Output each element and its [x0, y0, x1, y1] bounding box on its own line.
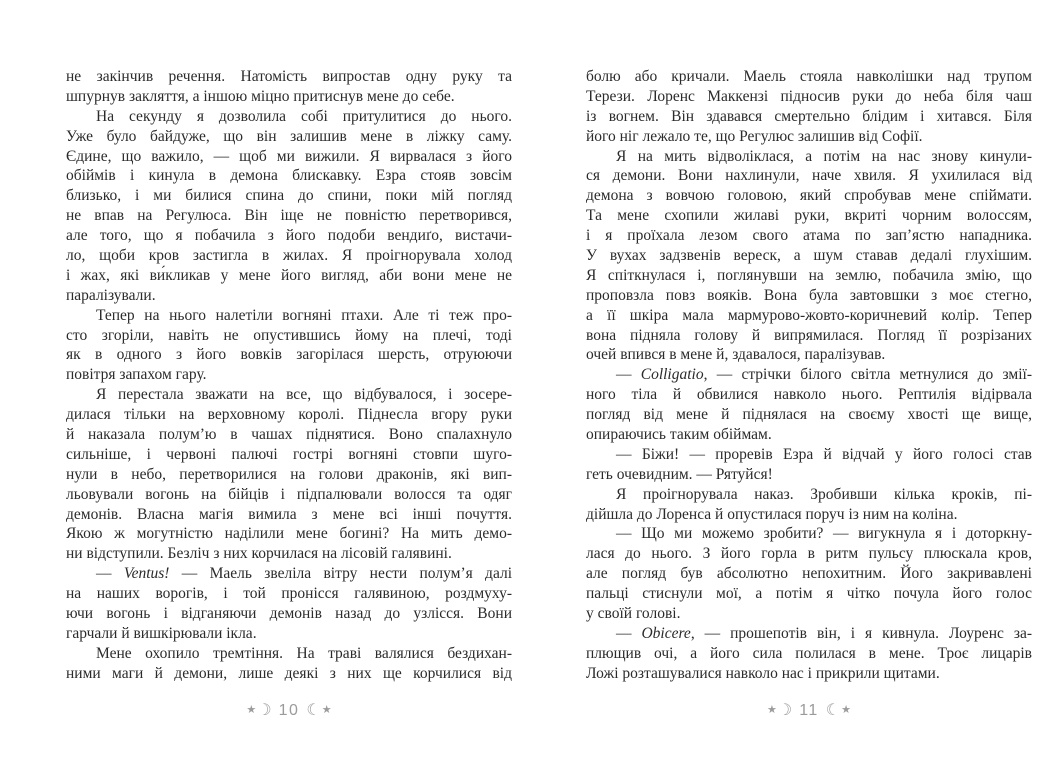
text-block [66, 67, 512, 684]
text-line: демона з вовчою головою, який спробував мене спіймати. [586, 187, 1032, 205]
text-line: Якою ж могутністю наділили мене богині? На мить демо- [66, 525, 512, 543]
text-line: сильніше, і червоні палючі гострі вогняні стовпи шуго- [66, 445, 512, 463]
text-line: й наказала полум’ю в чашах піднятися. Воно спалахнуло [66, 426, 512, 444]
text-line: сто згоріли, навіть не опустившись йому на плечі, тоді [66, 326, 512, 344]
text-line: у своїй голові. [586, 605, 681, 623]
text-line: Терези. Лоренс Маккензі підносив руки до неба біля чаш [586, 87, 1032, 105]
text-line: гарчали й вишкірювали ікла. [66, 624, 257, 642]
star-icon: ★ [841, 704, 852, 716]
waxing-moon-icon: ☽ [777, 702, 793, 719]
text-line: як в одного з його вовків загорілася шерсть, отруюючи [66, 346, 512, 364]
text-line: його ніг лежало те, що Регулюс залишив від Софії. [586, 127, 923, 145]
text-line: льовували вогонь на бійців і підпалювали волосся та одяг [66, 485, 512, 503]
text-line: дійшла до Лоренса й опустилася поруч із ним на коліна. [586, 505, 958, 523]
text-line: — Obicere, — прошепотів він, і я кивнула. Лоуренс за- [616, 624, 1032, 642]
book-page-left [66, 0, 512, 760]
text-line: ло, щоби кров застигла в жилах. Я проігнорувала холод [66, 247, 512, 265]
star-icon: ★ [766, 704, 777, 716]
text-line: Я спіткнулася і, поглянувши на землю, побачила змію, що [586, 266, 1032, 284]
text-line: але погляд був абсолютно непохитним. Його закривавлені [586, 565, 1032, 583]
text-line: очей впився в мене й, здавалося, паралізував. [586, 346, 886, 364]
text-line: ся демони. Вони нахлинули, наче хвиля. Я ухилилася від [586, 167, 1032, 185]
text-line: лася до нього. З його горла в ритм пульсу плюскала кров, [586, 545, 1032, 563]
text-block [586, 67, 1032, 684]
text-line: — Colligatio, — стрічки білого світла метнулися до змії- [616, 366, 1032, 384]
text-line: близько, і ми билися спина до спини, поки мій погляд [66, 187, 512, 205]
waning-moon-icon: ☾ [306, 702, 321, 719]
waxing-moon-icon: ☽ [257, 702, 272, 719]
book-page-right [586, 0, 1032, 760]
text-line: Я проігнорувала наказ. Зробивши кілька кроків, пі- [616, 485, 1032, 503]
page-number: 11 [799, 702, 819, 719]
text-line: вона підняла голову й випрямилася. Погляд її розрізаних [586, 326, 1032, 344]
text-line: пальці стиснули мої, а потім я чітко почула його голос [586, 585, 1032, 603]
text-line: Я на мить відволіклася, а потім на нас знову кинули- [616, 147, 1032, 165]
text-line: Єдине, що важило, — щоб ми вижили. Я вирвалася з його [66, 147, 512, 165]
text-line: ного тіла й обвилися навколо нього. Рептилія відірвала [586, 386, 1032, 404]
text-line: ни відступили. Безліч з них корчилася на лісовій галявині. [66, 545, 452, 563]
text-line: і жах, які ви́кликав у мене його вигляд, аби вони мене не [66, 266, 512, 284]
text-line: погляд від мене й піднялася на своєму хвості ще вище, [586, 406, 1032, 424]
text-line: ючи вогонь і відганяючи демонів назад до узлісся. Вони [66, 605, 512, 623]
text-line: а її шкіра мала мармурово-жовто-коричневий колір. Тепер [586, 306, 1032, 324]
page-footer [66, 700, 512, 720]
text-line: — Що ми можемо зробити? — вигукнула я і доторкну- [616, 525, 1032, 543]
text-line: із вогнем. Він здавався смертельно блідим і хитався. Біля [586, 107, 1032, 125]
text-line: нули в небо, перетворилися на голови драконів, які вип- [66, 465, 512, 483]
page-number: 10 [278, 702, 300, 719]
text-line: — Ventus! — Маель звеліла вітру нести полум’я далі [96, 565, 512, 583]
text-line: опираючись таким обіймам. [586, 426, 772, 444]
text-line: дилася тільки на верховному королі. Піднесла вгору руки [66, 406, 512, 424]
text-line: повітря запахом гару. [66, 366, 207, 384]
text-line: На секунду я дозволила собі притулитися до нього. [96, 107, 512, 125]
text-line: обіймів і кинула в демона блискавку. Езра стояв зовсім [66, 167, 512, 185]
waning-moon-icon: ☾ [825, 702, 841, 719]
text-line: Уже було байдуже, що він залишив мене в ліжку саму. [66, 127, 512, 145]
text-line: не впав на Регулюса. Він іще не повністю перетворився, [66, 207, 512, 225]
text-line: Ложі розташувалися навколо нас і прикрили щитами. [586, 664, 940, 682]
text-line: Я перестала зважати на все, що відбувалося, і зосере- [96, 386, 512, 404]
text-line: ними маги й демони, лише деякі з них ще корчилися від [66, 664, 512, 682]
text-line: на наших ворогів, і той пронісся галявиною, роздмуху- [66, 585, 512, 603]
text-line: плющив очі, а його сила полилася в мене. Троє лицарів [586, 644, 1032, 662]
page-footer [586, 700, 1032, 720]
star-icon: ★ [246, 704, 257, 716]
text-line: паралізували. [66, 286, 156, 304]
text-line: шпурнув закляття, а іншою міцно притиснув мене до себе. [66, 87, 455, 105]
text-line: демонів. Власна магія вимила з мене всі інші почуття. [66, 505, 512, 523]
text-line: не закінчив речення. Натомість випростав одну руку та [66, 68, 512, 85]
text-line: Та мене схопили жилаві руки, вкриті чорним волоссям, [586, 207, 1032, 225]
text-line: — Біжи! — проревів Езра й відчай у його голосі став [616, 445, 1032, 463]
text-line: але того, що я побачила з його подоби вендиґо, вистачи- [66, 227, 512, 245]
star-icon: ★ [321, 704, 332, 716]
text-line: У вухах задзвенів вереск, а шум ставав дедалі глухішим. [586, 247, 1032, 265]
text-line: Тепер на нього налетіли вогняні птахи. Але ті теж про- [96, 306, 512, 324]
text-line: болю або кричали. Маель стояла навколішки над трупом [586, 68, 1032, 85]
text-line: проповзла повз вояків. Вона була завтовшки з моє стегно, [586, 286, 1032, 304]
text-line: геть очевидним. — Рятуйся! [586, 465, 773, 483]
text-line: і я проїхала лезом свого атама по зап’ястю нападника. [586, 227, 1032, 245]
text-line: Мене охопило тремтіння. На траві валялися бездихан- [96, 644, 512, 662]
